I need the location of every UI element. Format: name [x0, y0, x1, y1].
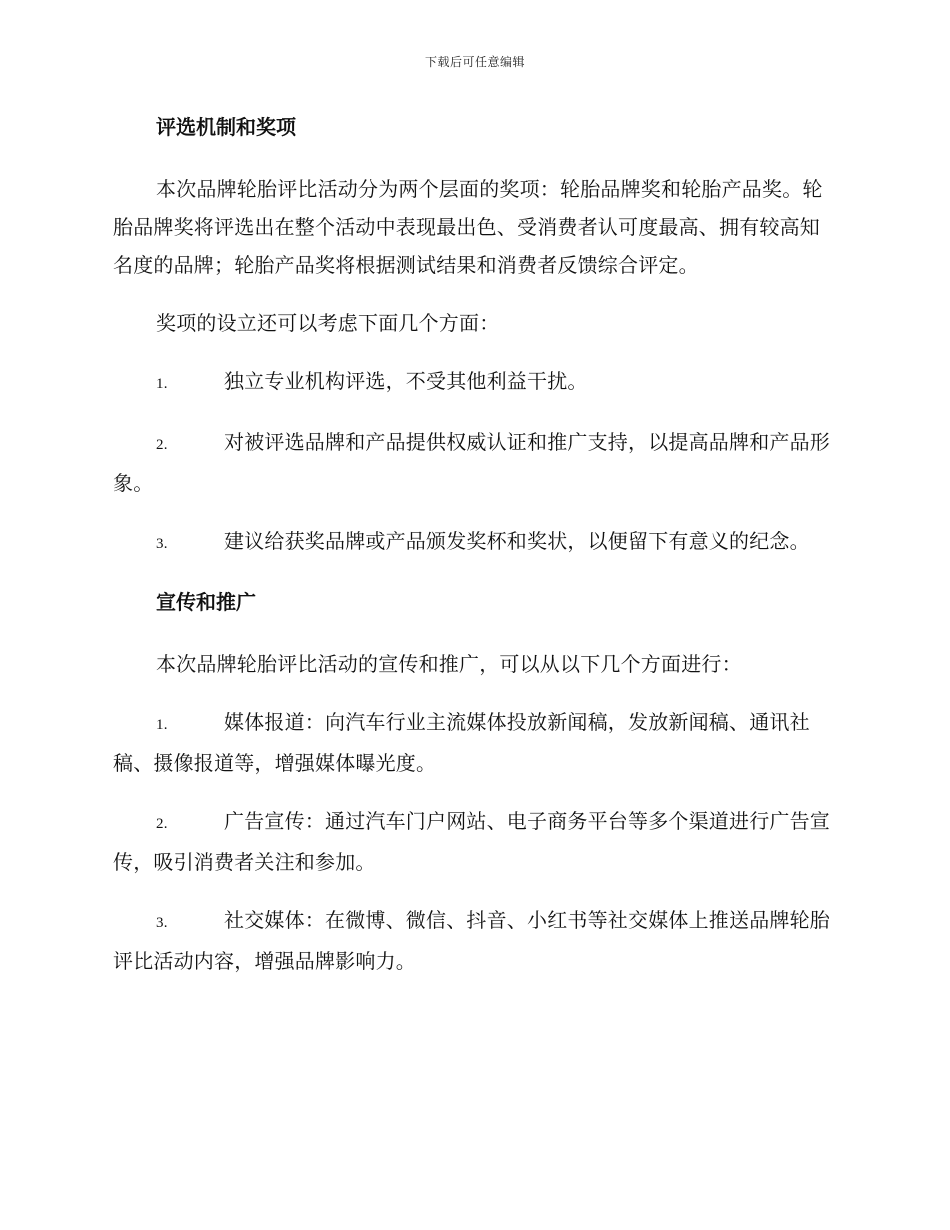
- list-text: 媒体报道：向汽车行业主流媒体投放新闻稿，发放新闻稿、通讯社稿、摄像报道等，增强媒体曝光度。: [113, 710, 810, 775]
- list-text: 广告宣传：通过汽车门户网站、电子商务平台等多个渠道进行广告宣传，吸引消费者关注和参加。: [113, 809, 830, 874]
- paragraph-awards-aspects: 奖项的设立还可以考虑下面几个方面：: [156, 311, 500, 335]
- list-item: [113, 423, 835, 502]
- list-text: 对被评选品牌和产品提供权威认证和推广支持，以提高品牌和产品形象。: [113, 430, 830, 495]
- list-text: 独立专业机构评选，不受其他利益干扰。: [224, 369, 588, 393]
- list-text: 建议给获奖品牌或产品颁发奖杯和奖状，以便留下有意义的纪念。: [224, 529, 810, 553]
- list-number: 1.: [156, 717, 168, 733]
- paragraph-awards-intro: 本次品牌轮胎评比活动分为两个层面的奖项：轮胎品牌奖和轮胎产品奖。轮胎品牌奖将评选出在整个活动中表现最出色、受消费者认可度最高、拥有较高知名度的品牌；轮胎产品奖将根据测试结果和消费者反馈综合评定。: [113, 177, 823, 277]
- list-item: [113, 901, 835, 980]
- list-number: 3.: [156, 536, 168, 552]
- section-title-promotion: 宣传和推广: [156, 590, 256, 614]
- list-text: 社交媒体：在微博、微信、抖音、小红书等社交媒体上推送品牌轮胎评比活动内容，增强品牌影响力。: [113, 908, 830, 973]
- page-header: 下载后可任意编辑: [424, 55, 525, 69]
- document-body: [113, 108, 835, 1000]
- list-item: [113, 703, 835, 782]
- list-number: 2.: [156, 437, 168, 453]
- list-number: 2.: [156, 816, 168, 832]
- list-item: [113, 522, 835, 563]
- list-number: 1.: [156, 376, 168, 392]
- section-title-selection: 评选机制和奖项: [156, 115, 296, 139]
- list-number: 3.: [156, 915, 168, 931]
- list-item: [113, 362, 835, 403]
- paragraph-promotion-intro: 本次品牌轮胎评比活动的宣传和推广，可以从以下几个方面进行：: [156, 652, 742, 676]
- list-item: [113, 802, 835, 881]
